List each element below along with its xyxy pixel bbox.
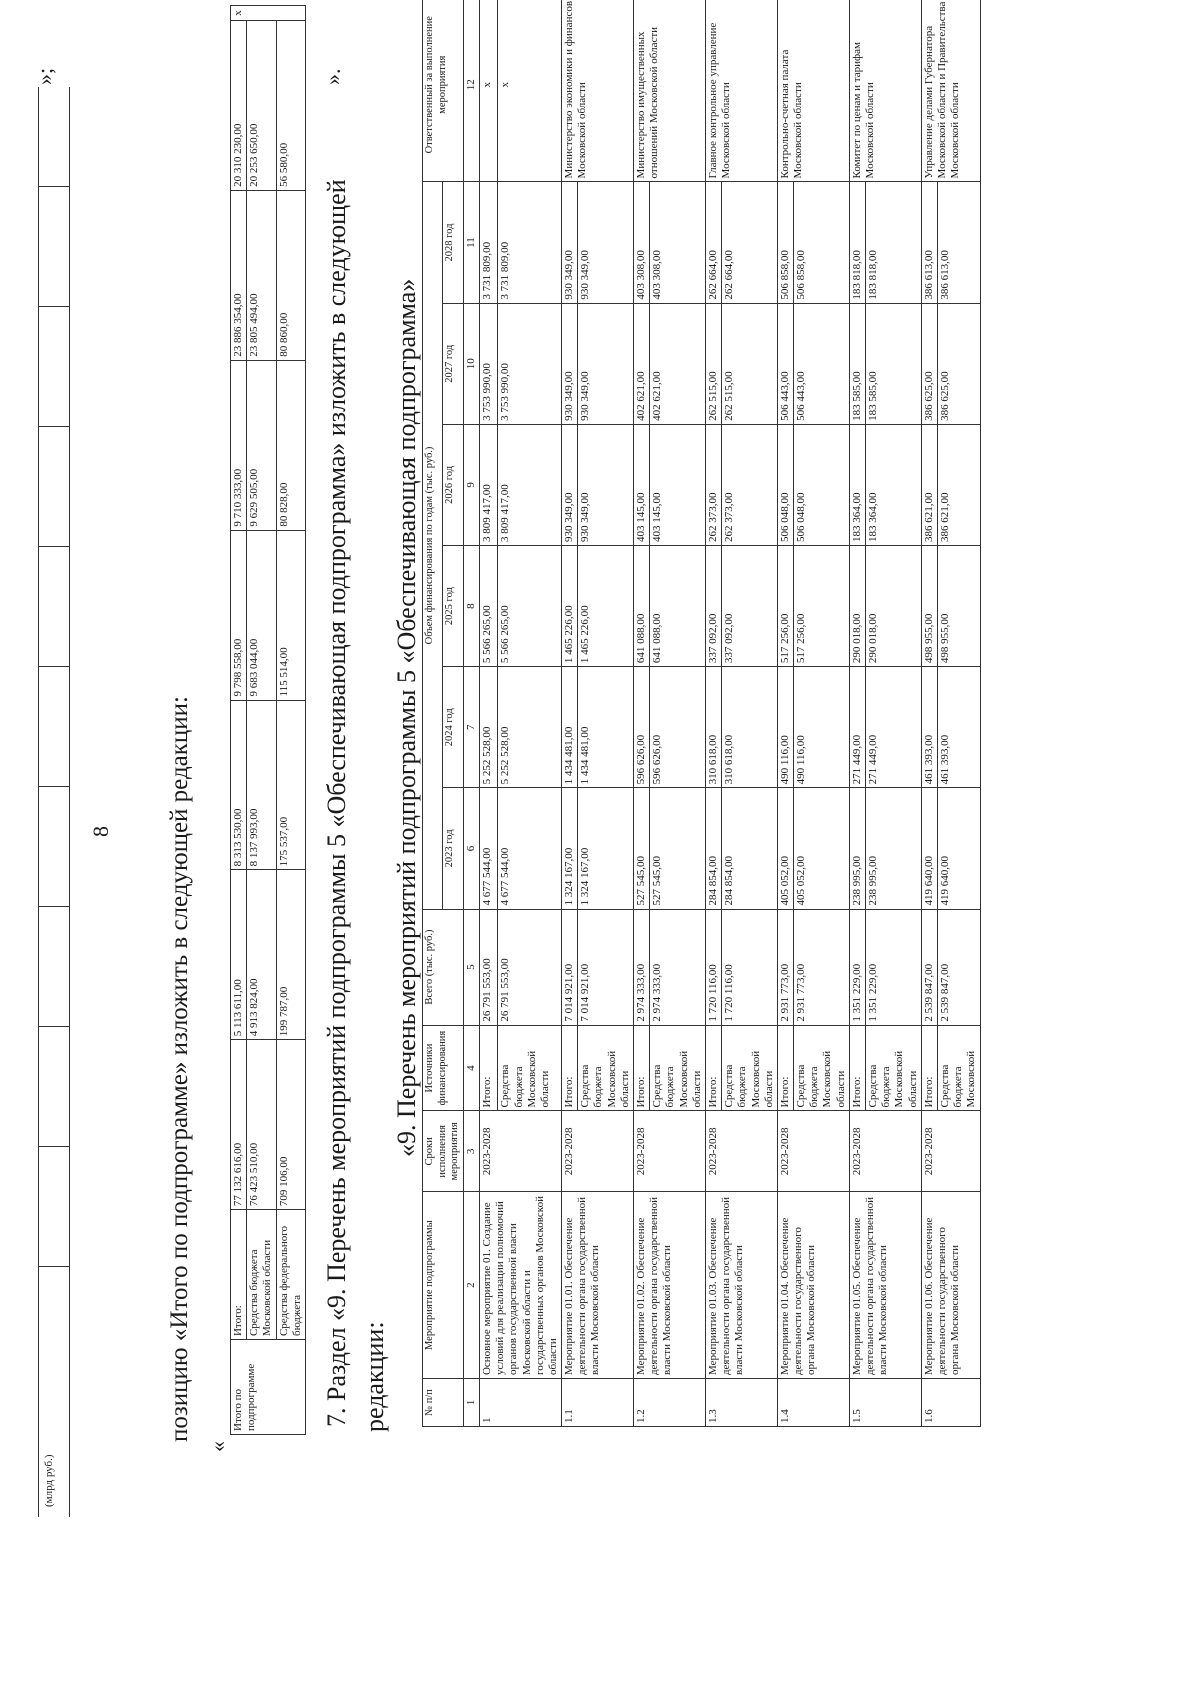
source-budget: Средства бюджета Московской области — [578, 1025, 634, 1111]
source-total: Итого: — [705, 1025, 721, 1111]
amount: 337 092,00 — [705, 546, 721, 667]
amount: 517 256,00 — [777, 546, 793, 667]
amount: 7 014 921,00 — [562, 909, 578, 1025]
event-name: Мероприятие 01.04. Обеспечение деятельности государственного органа Московской области — [777, 1192, 849, 1379]
itogo-table — [230, 5, 306, 1435]
close-quote: ». — [320, 68, 345, 85]
amount: 930 349,00 — [578, 303, 634, 424]
amount: 386 613,00 — [937, 182, 980, 303]
header-2026: 2026 год — [443, 424, 463, 545]
amount: 506 858,00 — [794, 182, 850, 303]
column-number: 8 — [463, 546, 479, 667]
strip-divider — [39, 426, 69, 427]
responsible: Контрольно-счетная палата Московской области — [777, 0, 849, 182]
amount: 419 640,00 — [921, 788, 937, 909]
amount: 183 585,00 — [866, 303, 922, 424]
amount: 3 753 990,00 — [498, 303, 562, 424]
column-number: 3 — [463, 1111, 479, 1192]
instruction-text: позицию «Итого по подпрограмме» изложить в следующей редакции: — [166, 696, 193, 1442]
column-number: 10 — [463, 303, 479, 424]
amount: 596 626,00 — [634, 667, 650, 788]
source-budget: Средства бюджета Московской области — [794, 1025, 850, 1111]
header-2028: 2028 год — [443, 182, 463, 303]
amount: 5 252 528,00 — [479, 667, 497, 788]
amount: 2 539 847,00 — [937, 909, 980, 1025]
section-instruction-cont: редакции: — [360, 1321, 389, 1432]
amount: 271 449,00 — [849, 667, 865, 788]
itogo-value: 56 580,00 — [276, 21, 305, 191]
amount: 527 545,00 — [650, 788, 706, 909]
amount: 641 088,00 — [650, 546, 706, 667]
amount: 490 116,00 — [777, 667, 793, 788]
itogo-value: 175 537,00 — [276, 700, 305, 870]
amount: 386 621,00 — [921, 424, 937, 545]
itogo-source: Итого: — [231, 1210, 247, 1340]
itogo-value: 20 310 230,00 — [231, 21, 247, 191]
column-number: 7 — [463, 667, 479, 788]
itogo-value: 23 886 354,00 — [231, 190, 247, 360]
strip-divider — [39, 786, 69, 787]
column-number: 5 — [463, 909, 479, 1025]
column-number: 12 — [463, 0, 479, 182]
amount: 1 720 116,00 — [722, 909, 778, 1025]
amount: 2 931 773,00 — [794, 909, 850, 1025]
amount: 403 308,00 — [634, 182, 650, 303]
event-terms: 2023-2028 — [921, 1111, 980, 1192]
page-number: 8 — [88, 826, 113, 837]
amount: 290 018,00 — [849, 546, 865, 667]
amount: 5 566 265,00 — [479, 546, 497, 667]
event-terms: 2023-2028 — [777, 1111, 849, 1192]
amount: 461 393,00 — [921, 667, 937, 788]
column-numbers-row — [463, 0, 479, 1427]
amount: 2 931 773,00 — [777, 909, 793, 1025]
amount: 641 088,00 — [634, 546, 650, 667]
header-2025: 2025 год — [443, 546, 463, 667]
row-number: 1.1 — [562, 1379, 634, 1427]
open-quote: « — [205, 1441, 230, 1452]
amount: 506 048,00 — [777, 424, 793, 545]
amount: 930 349,00 — [562, 303, 578, 424]
source-total: Итого: — [479, 1025, 497, 1111]
amount: 405 052,00 — [794, 788, 850, 909]
amount: 498 955,00 — [921, 546, 937, 667]
amount: 1 434 481,00 — [578, 667, 634, 788]
responsible: х — [479, 0, 497, 182]
itogo-source: Средства федерального бюджета — [276, 1210, 305, 1340]
event-name: Мероприятие 01.06. Обеспечение деятельности государственного органа Московской области — [921, 1192, 980, 1379]
amount: 2 539 847,00 — [921, 909, 937, 1025]
amount: 402 621,00 — [634, 303, 650, 424]
source-budget: Средства бюджета Московской области — [866, 1025, 922, 1111]
amount: 930 349,00 — [562, 424, 578, 545]
amount: 262 373,00 — [722, 424, 778, 545]
itogo-value: 20 253 650,00 — [247, 21, 276, 191]
strip-divider — [39, 546, 69, 547]
itogo-value: 9 798 558,00 — [231, 530, 247, 700]
amount: 506 443,00 — [777, 303, 793, 424]
header-event: Мероприятие подпрограммы — [423, 1192, 464, 1379]
strip-divider — [39, 1026, 69, 1027]
amount: 386 625,00 — [937, 303, 980, 424]
table-row — [777, 0, 793, 1427]
source-total: Итого: — [562, 1025, 578, 1111]
amount: 1 351 229,00 — [866, 909, 922, 1025]
amount: 7 014 921,00 — [578, 909, 634, 1025]
amount: 26 791 553,00 — [498, 909, 562, 1025]
amount: 262 664,00 — [705, 182, 721, 303]
amount: 262 664,00 — [722, 182, 778, 303]
amount: 262 515,00 — [722, 303, 778, 424]
amount: 1 434 481,00 — [562, 667, 578, 788]
amount: 3 809 417,00 — [479, 424, 497, 545]
column-number: 4 — [463, 1025, 479, 1111]
amount: 183 818,00 — [849, 182, 865, 303]
amount: 527 545,00 — [634, 788, 650, 909]
row-number: 1.6 — [921, 1379, 980, 1427]
table-row — [479, 0, 497, 1427]
amount: 183 364,00 — [849, 424, 865, 545]
amount: 498 955,00 — [937, 546, 980, 667]
amount: 405 052,00 — [777, 788, 793, 909]
event-terms: 2023-2028 — [562, 1111, 634, 1192]
itogo-value: 9 683 044,00 — [247, 530, 276, 700]
event-name: Мероприятие 01.01. Обеспечение деятельности органа государственной власти Московской области — [562, 1192, 634, 1379]
amount: 506 858,00 — [777, 182, 793, 303]
header-num: № п/п — [423, 1379, 464, 1427]
amount: 506 048,00 — [794, 424, 850, 545]
events-table — [422, 0, 981, 1427]
responsible: х — [498, 0, 562, 182]
amount: 3 731 809,00 — [498, 182, 562, 303]
event-terms: 2023-2028 — [634, 1111, 706, 1192]
table-row — [705, 0, 721, 1427]
strip-divider — [39, 906, 69, 907]
table-row — [849, 0, 865, 1427]
itogo-value: 23 805 494,00 — [247, 190, 276, 360]
header-total: Всего (тыс. руб.) — [423, 909, 464, 1025]
amount: 262 515,00 — [705, 303, 721, 424]
amount: 1 351 229,00 — [849, 909, 865, 1025]
itogo-value: 709 106,00 — [276, 1040, 305, 1210]
strip-divider — [39, 306, 69, 307]
source-total: Итого: — [777, 1025, 793, 1111]
itogo-value: 8 137 993,00 — [247, 700, 276, 870]
amount: 461 393,00 — [937, 667, 980, 788]
amount: 284 854,00 — [705, 788, 721, 909]
amount: 403 145,00 — [634, 424, 650, 545]
strip-divider — [39, 666, 69, 667]
amount: 238 995,00 — [849, 788, 865, 909]
table-title: «9. Перечень мероприятий подпрограммы 5 «Обеспечивающая подпрограмма» — [392, 278, 421, 1157]
itogo-value: 9 710 333,00 — [231, 360, 247, 530]
event-name: Основное мероприятие 01. Создание условий для реализации полномочий органов государственной власти Московской области и государственных органов Московской области — [479, 1192, 561, 1379]
amount: 262 373,00 — [705, 424, 721, 545]
amount: 290 018,00 — [866, 546, 922, 667]
row-number: 1.4 — [777, 1379, 849, 1427]
amount: 930 349,00 — [562, 182, 578, 303]
amount: 506 443,00 — [794, 303, 850, 424]
amount: 386 625,00 — [921, 303, 937, 424]
event-name: Мероприятие 01.02. Обеспечение деятельности органа государственной власти Московской области — [634, 1192, 706, 1379]
row-number: 1 — [479, 1379, 561, 1427]
responsible: Комитет по ценам и тарифам Московской области — [849, 0, 921, 182]
amount: 490 116,00 — [794, 667, 850, 788]
strip-end-quote: »; — [32, 67, 57, 85]
responsible: Управление делами Губернатора Московской области и Правительства Московской области — [921, 0, 980, 182]
amount: 403 145,00 — [650, 424, 706, 545]
itogo-value: 4 913 824,00 — [247, 870, 276, 1040]
source-budget: Средства бюджета Московской области — [722, 1025, 778, 1111]
responsible: Министерство имущественных отношений Московской области — [634, 0, 706, 182]
column-number: 2 — [463, 1192, 479, 1379]
itogo-value: 77 132 616,00 — [231, 1040, 247, 1210]
row-number: 1.2 — [634, 1379, 706, 1427]
strip-divider — [39, 1266, 69, 1267]
itogo-value: 80 860,00 — [276, 190, 305, 360]
amount: 5 566 265,00 — [498, 546, 562, 667]
itogo-value: 5 113 611,00 — [231, 870, 247, 1040]
amount: 402 621,00 — [650, 303, 706, 424]
amount: 1 324 167,00 — [578, 788, 634, 909]
amount: 419 640,00 — [937, 788, 980, 909]
itogo-source: Средства бюджета Московской области — [247, 1210, 276, 1340]
amount: 183 364,00 — [866, 424, 922, 545]
column-number: 6 — [463, 788, 479, 909]
responsible: Главное контрольное управление Московской области — [705, 0, 777, 182]
itogo-value: 76 423 510,00 — [247, 1040, 276, 1210]
amount: 1 324 167,00 — [562, 788, 578, 909]
itogo-value: 8 313 530,00 — [231, 700, 247, 870]
amount: 284 854,00 — [722, 788, 778, 909]
amount: 4 677 544,00 — [479, 788, 497, 909]
source-budget: Средства бюджета Московской области — [650, 1025, 706, 1111]
header-responsible: Ответственный за выполнение мероприятия — [423, 0, 464, 182]
itogo-mark: x — [231, 6, 306, 21]
amount: 930 349,00 — [578, 424, 634, 545]
table-row — [562, 0, 578, 1427]
table-row — [921, 0, 937, 1427]
table-row — [634, 0, 650, 1427]
amount: 386 621,00 — [937, 424, 980, 545]
amount: 930 349,00 — [578, 182, 634, 303]
event-name: Мероприятие 01.03. Обеспечение деятельности органа государственной власти Московской области — [705, 1192, 777, 1379]
header-2027: 2027 год — [443, 303, 463, 424]
amount: 3 809 417,00 — [498, 424, 562, 545]
amount: 596 626,00 — [650, 667, 706, 788]
event-terms: 2023-2028 — [479, 1111, 561, 1192]
source-total: Итого: — [849, 1025, 865, 1111]
header-sources: Источники финансирования — [423, 1025, 464, 1111]
event-terms: 2023-2028 — [849, 1111, 921, 1192]
amount: 310 618,00 — [705, 667, 721, 788]
strip-divider — [39, 186, 69, 187]
amount: 183 585,00 — [849, 303, 865, 424]
amount: 1 465 226,00 — [578, 546, 634, 667]
itogo-value: 80 828,00 — [276, 360, 305, 530]
event-terms: 2023-2028 — [705, 1111, 777, 1192]
amount: 1 720 116,00 — [705, 909, 721, 1025]
header-terms: Сроки исполнения мероприятия — [423, 1111, 464, 1192]
itogo-value: 199 787,00 — [276, 870, 305, 1040]
amount: 337 092,00 — [722, 546, 778, 667]
amount: 3 731 809,00 — [479, 182, 497, 303]
amount: 183 818,00 — [866, 182, 922, 303]
column-number: 1 — [463, 1379, 479, 1427]
amount: 4 677 544,00 — [498, 788, 562, 909]
amount: 403 308,00 — [650, 182, 706, 303]
column-number: 11 — [463, 182, 479, 303]
amount: 5 252 528,00 — [498, 667, 562, 788]
amount: 310 618,00 — [722, 667, 778, 788]
header-2023: 2023 год — [443, 788, 463, 909]
section-instruction: 7. Раздел «9. Перечень мероприятий подпрограммы 5 «Обеспечивающая подпрограмма» изложить в следующей — [322, 179, 351, 1427]
amount: 2 974 333,00 — [650, 909, 706, 1025]
itogo-row — [231, 6, 247, 1435]
event-name: Мероприятие 01.05. Обеспечение деятельности органа государственной власти Московской области — [849, 1192, 921, 1379]
source-budget: Средства бюджета Московской — [937, 1025, 980, 1111]
previous-table-strip — [38, 87, 70, 1517]
header-volume: Объем финансирования по годам (тыс. руб.) — [423, 182, 443, 909]
header-2024: 2024 год — [443, 667, 463, 788]
amount: 2 974 333,00 — [634, 909, 650, 1025]
row-number: 1.3 — [705, 1379, 777, 1427]
amount: 517 256,00 — [794, 546, 850, 667]
row-number: 1.5 — [849, 1379, 921, 1427]
amount: 386 613,00 — [921, 182, 937, 303]
itogo-value: 115 514,00 — [276, 530, 305, 700]
source-total: Итого: — [921, 1025, 937, 1111]
source-total: Итого: — [634, 1025, 650, 1111]
amount: 26 791 553,00 — [479, 909, 497, 1025]
itogo-value: 9 629 505,00 — [247, 360, 276, 530]
column-number: 9 — [463, 424, 479, 545]
amount: 3 753 990,00 — [479, 303, 497, 424]
source-budget: Средства бюджета Московской области — [498, 1025, 562, 1111]
amount: 238 995,00 — [866, 788, 922, 909]
responsible: Министерство экономики и финансов Московской области — [562, 0, 634, 182]
itogo-label: Итого по подпрограмме — [231, 1340, 306, 1435]
strip-divider — [39, 1146, 69, 1147]
itogo-row — [276, 6, 305, 1435]
amount: 271 449,00 — [866, 667, 922, 788]
unit-label: (млрд руб.) — [43, 1454, 55, 1507]
itogo-row — [247, 6, 276, 1435]
amount: 1 465 226,00 — [562, 546, 578, 667]
